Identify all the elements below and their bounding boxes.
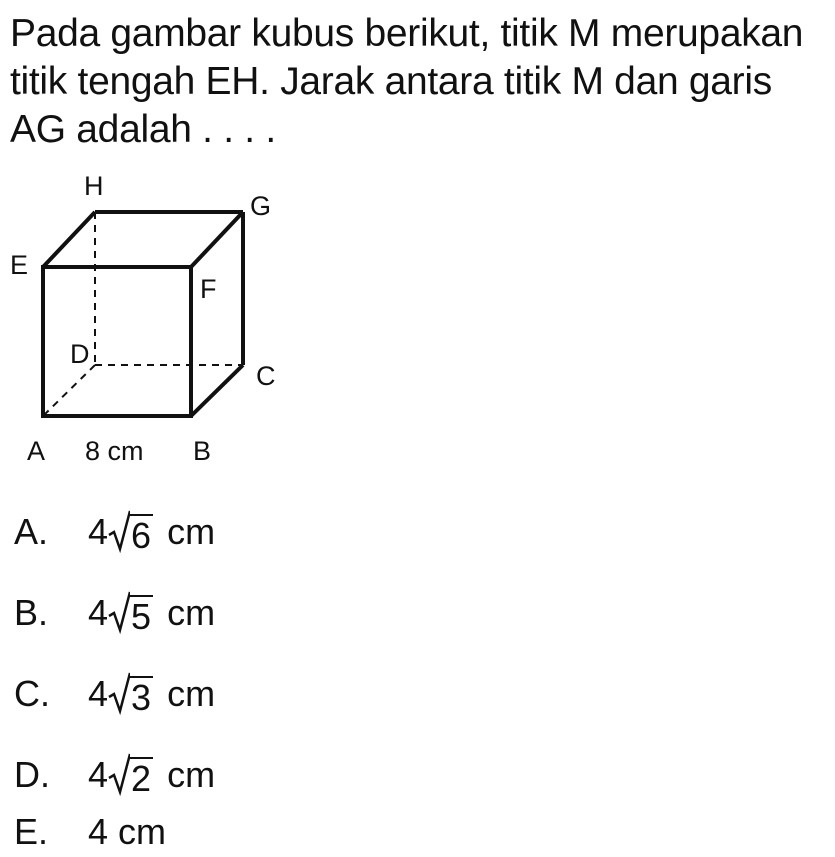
option-letter: C.	[14, 673, 50, 714]
option-radicand: 3	[131, 677, 152, 718]
vertex-label-f: F	[200, 274, 217, 304]
sqrt-expression	[108, 750, 153, 800]
option-value	[88, 588, 215, 638]
vertex-label-b: B	[193, 436, 212, 466]
option-letter: A.	[14, 511, 49, 552]
option-a[interactable]	[14, 507, 314, 557]
question-line-3: AG adalah . . . .	[10, 108, 276, 151]
option-value	[88, 507, 215, 557]
vertex-label-h: H	[84, 171, 104, 201]
vertex-label-c: C	[256, 361, 276, 391]
option-coefficient: 4	[88, 511, 109, 552]
option-radicand: 2	[131, 758, 152, 799]
vertex-label-a: A	[27, 436, 46, 466]
option-unit: cm	[167, 592, 216, 633]
option-radicand: 6	[131, 515, 152, 556]
option-letter: D.	[14, 754, 50, 795]
option-coefficient: 4	[88, 673, 109, 714]
option-d[interactable]	[14, 750, 314, 800]
sqrt-expression	[108, 507, 153, 557]
option-c[interactable]	[14, 669, 314, 719]
edge-EH	[43, 212, 95, 267]
edge-FG	[191, 212, 243, 267]
sqrt-expression	[108, 669, 153, 719]
option-value: 4 cm	[88, 811, 167, 852]
sqrt-expression	[108, 588, 153, 638]
question-text	[10, 10, 830, 154]
option-radicand: 5	[131, 596, 152, 637]
option-coefficient: 4	[88, 592, 109, 633]
vertex-label-d: D	[70, 339, 90, 369]
cube-diagram	[0, 160, 320, 470]
option-letter: B.	[14, 592, 49, 633]
edge-DA	[43, 365, 95, 416]
option-coefficient: 4	[88, 754, 109, 795]
option-letter: E.	[14, 811, 49, 852]
radical-sign-icon	[108, 671, 130, 715]
option-value	[88, 669, 215, 719]
vertex-label-g: G	[250, 191, 272, 221]
option-b[interactable]	[14, 588, 314, 638]
radical-sign-icon	[108, 752, 130, 796]
option-unit: cm	[167, 511, 216, 552]
option-unit: cm	[167, 754, 216, 795]
radical-sign-icon	[108, 509, 130, 553]
radical-sign-icon	[108, 590, 130, 634]
option-e[interactable]	[14, 807, 314, 857]
edge-BC	[191, 365, 243, 416]
question-line-2: titik tengah EH. Jarak antara titik M dan garis	[10, 60, 772, 103]
cube-figure	[0, 160, 320, 470]
option-value	[88, 750, 215, 800]
vertex-label-e: E	[10, 250, 29, 280]
question-line-1: Pada gambar kubus berikut, titik M merupakan	[10, 12, 804, 55]
edge-length-label: 8 cm	[85, 436, 144, 466]
option-unit: cm	[167, 673, 216, 714]
